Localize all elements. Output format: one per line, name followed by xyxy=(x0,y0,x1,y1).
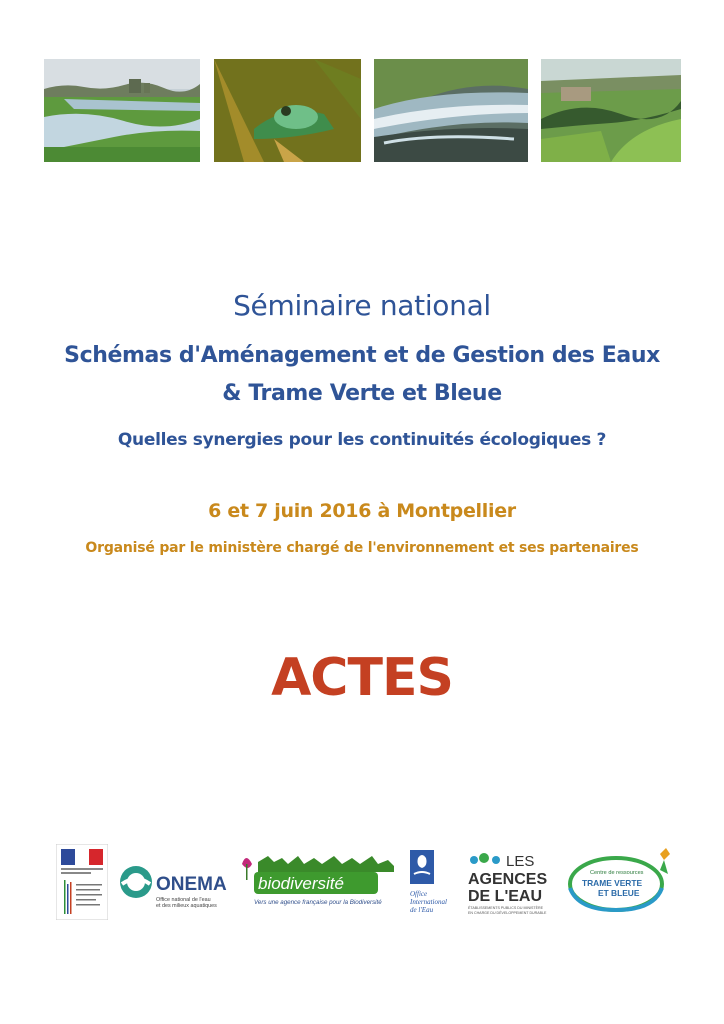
photo-strip xyxy=(44,59,681,162)
subtitle: Quelles synergies pour les continuités écologiques ? xyxy=(117,430,607,450)
agences-eau-logo xyxy=(466,844,566,920)
river-weir-photo xyxy=(374,59,528,162)
biodiversite-logo xyxy=(238,844,398,920)
svg-text:Vers une agence française pour: Vers une agence française pour la Biodiversité xyxy=(254,899,382,906)
seminar-kicker: Séminaire national xyxy=(233,289,491,322)
tree-frog-photo xyxy=(214,59,361,162)
trame-verte-bleue-logo xyxy=(568,844,678,920)
svg-text:DE L'EAU: DE L'EAU xyxy=(468,888,543,905)
title-line-2: & Trame Verte et Bleue xyxy=(222,381,502,406)
ministere-logo xyxy=(56,844,108,920)
svg-text:LES: LES xyxy=(506,853,535,870)
svg-text:TRAME VERTE: TRAME VERTE xyxy=(582,878,643,888)
aerial-valley-photo xyxy=(541,59,681,162)
svg-text:de l'Eau: de l'Eau xyxy=(410,906,434,914)
partner-logos xyxy=(56,844,678,920)
svg-text:EN CHARGE DU DÉVELOPPEMENT DUR: EN CHARGE DU DÉVELOPPEMENT DURABLE xyxy=(468,911,547,915)
actes-heading: ACTES xyxy=(271,648,453,708)
svg-text:et des milieux aquatiques: et des milieux aquatiques xyxy=(156,903,217,909)
organizer-line: Organisé par le ministère chargé de l'environnement et ses partenaires xyxy=(85,540,639,556)
title-line-1: Schémas d'Aménagement et de Gestion des Eaux xyxy=(64,343,660,368)
svg-text:ÉTABLISSEMENTS PUBLICS DU MINI: ÉTABLISSEMENTS PUBLICS DU MINISTÈRE xyxy=(468,906,544,910)
svg-text:biodiversité: biodiversité xyxy=(258,874,344,893)
svg-text:Office national de l'eau: Office national de l'eau xyxy=(156,897,211,903)
svg-text:ET BLEUE: ET BLEUE xyxy=(598,888,640,898)
svg-text:ONEMA: ONEMA xyxy=(156,874,227,895)
onema-logo xyxy=(116,844,236,920)
office-international-eau-logo xyxy=(406,844,462,920)
svg-text:Centre de ressources: Centre de ressources xyxy=(590,870,644,876)
dateline: 6 et 7 juin 2016 à Montpellier xyxy=(208,500,516,522)
svg-text:Office: Office xyxy=(410,890,428,898)
svg-text:International: International xyxy=(410,898,447,906)
svg-text:AGENCES: AGENCES xyxy=(468,871,548,888)
flooded-meadow-photo xyxy=(44,59,200,162)
